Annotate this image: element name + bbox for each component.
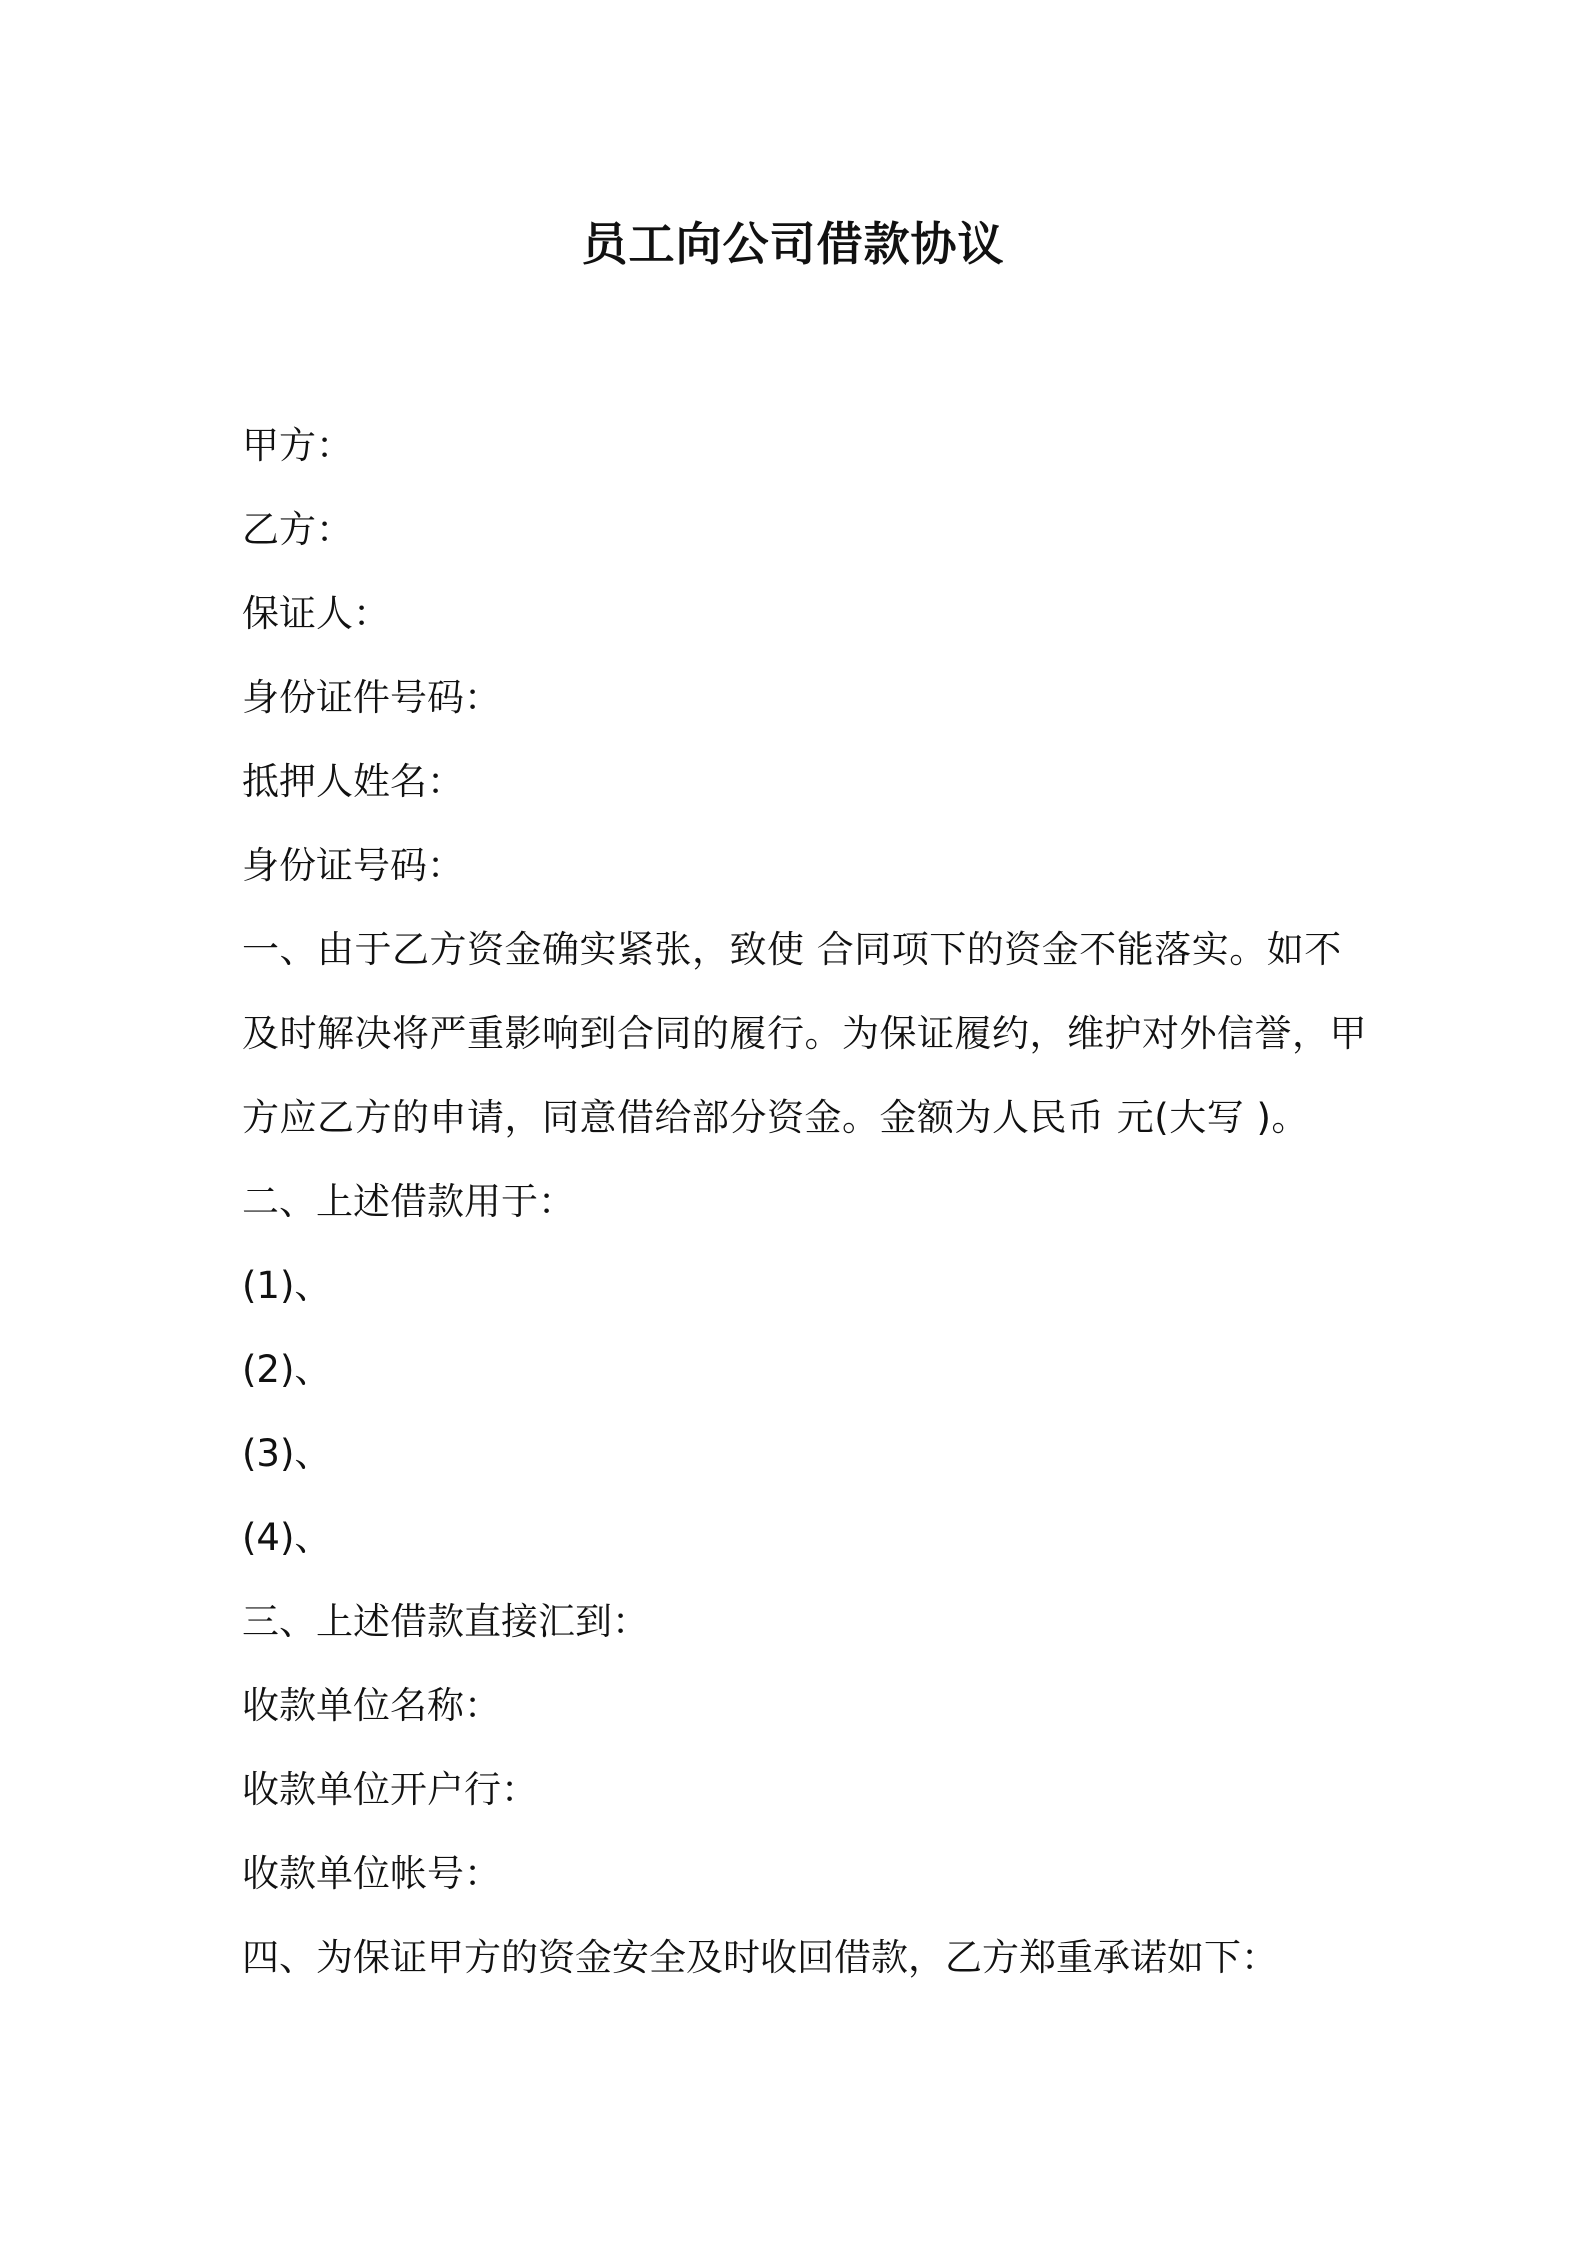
payee-bank-field: 收款单位开户行： xyxy=(242,1768,538,1811)
guarantor-field: 保证人： xyxy=(242,592,390,635)
mortgagor-name-field: 抵押人姓名： xyxy=(242,760,464,803)
clause-2-item: (1)、 xyxy=(242,1264,332,1307)
document-body xyxy=(242,404,1367,2000)
payee-name-field: 收款单位名称： xyxy=(242,1684,501,1727)
party-b-field: 乙方： xyxy=(242,508,353,551)
clause-1-line: 方应乙方的申请，同意借给部分资金。金额为人民币 元(大写 )。 xyxy=(242,1096,1309,1139)
party-a-field: 甲方： xyxy=(242,424,353,467)
clause-2-item: (4)、 xyxy=(242,1516,332,1559)
clause-1-line: 及时解决将严重影响到合同的履行。为保证履约，维护对外信誉，甲 xyxy=(242,1012,1367,1055)
clause-4-heading: 四、为保证甲方的资金安全及时收回借款，乙方郑重承诺如下： xyxy=(242,1936,1278,1979)
clause-1-line: 一、由于乙方资金确实紧张，致使 合同项下的资金不能落实。如不 xyxy=(242,928,1342,971)
clause-2-heading: 二、上述借款用于： xyxy=(242,1180,575,1223)
mortgagor-id-field: 身份证号码： xyxy=(242,844,464,887)
id-number-field: 身份证件号码： xyxy=(242,676,501,719)
clause-2-item: (3)、 xyxy=(242,1432,332,1475)
clause-2-item: (2)、 xyxy=(242,1348,332,1391)
document-title: 员工向公司借款协议 xyxy=(581,217,1005,271)
clause-3-heading: 三、上述借款直接汇到： xyxy=(242,1600,649,1643)
payee-account-field: 收款单位帐号： xyxy=(242,1852,501,1895)
clause-1 xyxy=(242,908,1367,1160)
